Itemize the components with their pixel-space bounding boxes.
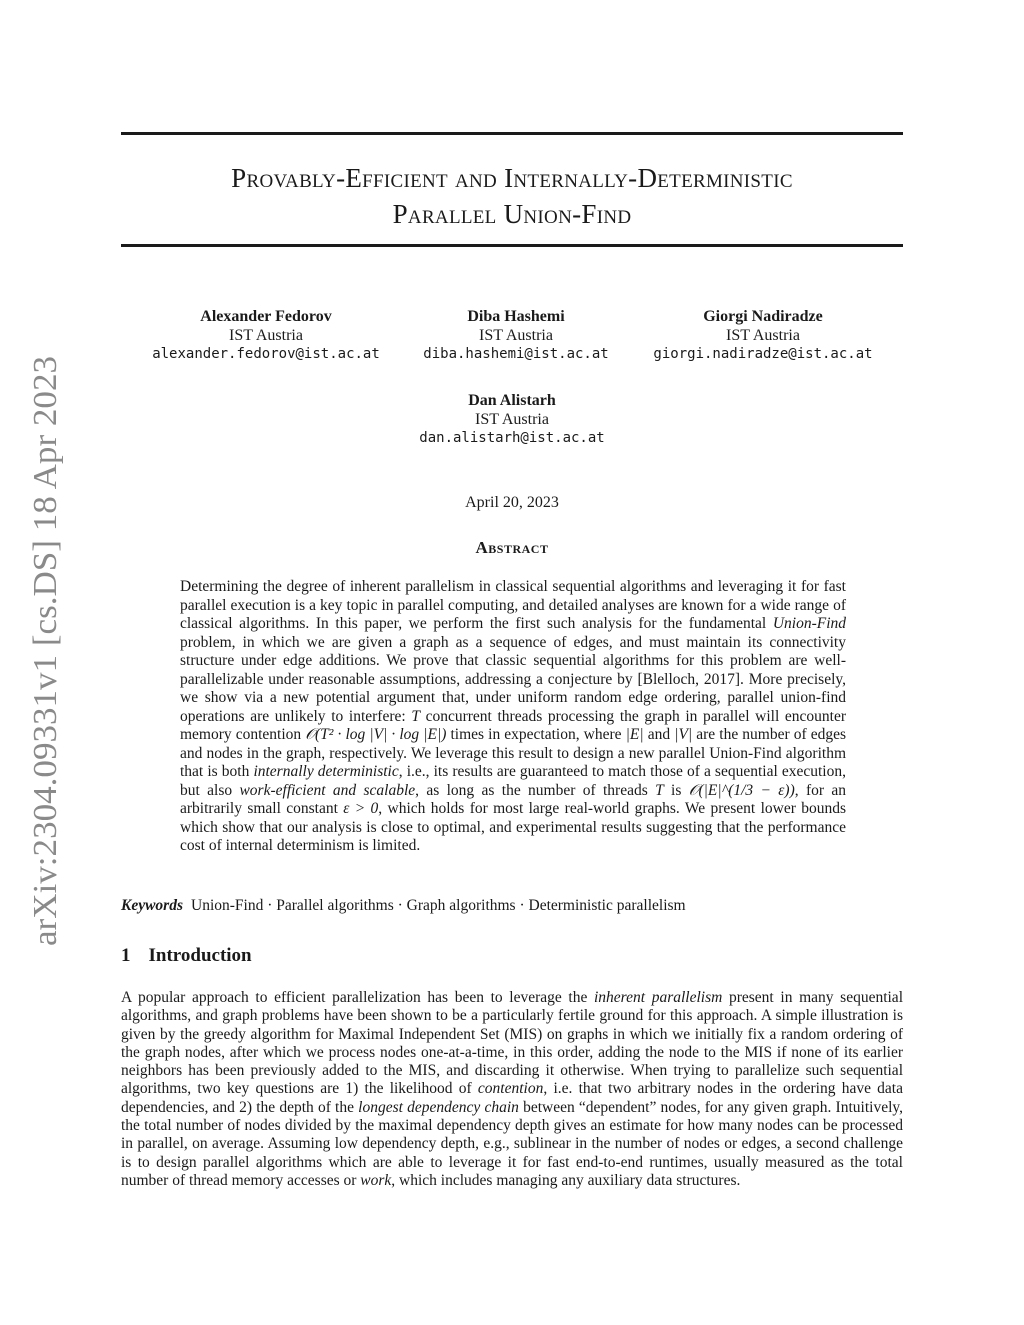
author-affiliation: IST Austria: [229, 327, 303, 344]
section-title: Introduction: [148, 945, 252, 966]
keywords-label: Keywords: [121, 897, 183, 914]
author-name: Diba Hashemi: [467, 308, 565, 325]
author-name: Dan Alistarh: [468, 392, 556, 409]
introduction-body: [121, 989, 903, 1190]
title-line-2: Parallel Union-Find: [392, 199, 632, 229]
paper-title: [121, 160, 903, 232]
title-line-1: Provably-Efficient and Internally-Deterministic: [231, 163, 793, 193]
title-rule-bottom: [121, 244, 903, 247]
author-email[interactable]: alexander.fedorov@ist.ac.at: [152, 346, 380, 362]
author-email[interactable]: diba.hashemi@ist.ac.at: [423, 346, 609, 362]
author-email[interactable]: dan.alistarh@ist.ac.at: [419, 430, 605, 446]
section-number: 1: [121, 945, 131, 966]
author-affiliation: IST Austria: [479, 327, 553, 344]
author-affiliation: IST Austria: [726, 327, 800, 344]
keywords-line: [121, 897, 903, 915]
abstract-body: [180, 578, 846, 856]
abstract-paragraph: Determining the degree of inherent parallelism in classical sequential algorithms and leveraging it for fast parallel execution is a key topic in parallel computing, and detailed analyses are known for a wide range of classical algorithms. In this paper, we perform the first such analysis for the fundamental Union-Find problem, in which we are given a graph as a sequence of edges, and must maintain its connectivity structure under edge additions. We prove that classic sequential algorithms for this problem are well-parallelizable under reasonable assumptions, addressing a conjecture by [Blelloch, 2017]. More precisely, we show via a new potential argument that, under uniform random edge ordering, parallel union-find operations are unlikely to interfere: T concurrent threads processing the graph in parallel will encounter memory contention 𝒪(T² · log |V| · log |E|) times in expectation, where |E| and |V| are the number of edges and nodes in the graph, respectively. We leverage this result to design a new parallel Union-Find algorithm that is both internally deterministic, i.e., its results are guaranteed to match those of a sequential execution, but also work-efficient and scalable, as long as the number of threads T is 𝒪(|E|^(1/3 − ε)), for an arbitrarily small constant ε > 0, which holds for most large real-world graphs. We present lower bounds which show that our analysis is close to optimal, and experimental results suggesting that the performance cost of internal determinism is limited.: [180, 578, 846, 854]
paper-date: April 20, 2023: [465, 494, 559, 511]
author-block: [613, 307, 913, 364]
author-affiliation: IST Austria: [475, 411, 549, 428]
author-name: Alexander Fedorov: [200, 308, 332, 325]
abstract-heading: Abstract: [475, 538, 549, 557]
author-name: Giorgi Nadiradze: [703, 308, 823, 325]
author-block: [362, 391, 662, 448]
author-email[interactable]: giorgi.nadiradze@ist.ac.at: [653, 346, 873, 362]
section-heading-introduction: [121, 945, 252, 967]
keywords-text: Union-Find · Parallel algorithms · Graph algorithms · Deterministic parallelism: [191, 897, 686, 914]
title-rule-top: [121, 132, 903, 135]
introduction-paragraph: A popular approach to efficient parallelization has been to leverage the inherent parallelism present in many sequential algorithms, and graph problems have been shown to be a particularly fertile ground for this approach. A simple illustration is given by the greedy algorithm for Maximal Independent Set (MIS) on graphs in which we initially fix a random ordering of the graph nodes, after which we process nodes one-at-a-time, in this order, adding the node to the MIS if none of its earlier neighbors has been previously added to the MIS, and discarding it otherwise. When trying to parallelize such sequential algorithms, two key questions are 1) the likelihood of contention, i.e. that two arbitrary nodes in the ordering have data dependencies, and 2) the depth of the longest dependency chain between “dependent” nodes, for any given graph. Intuitively, the total number of nodes divided by the maximal dependency depth gives an estimate for how many nodes can be processed in parallel, on average. Assuming low dependency depth, e.g., sublinear in the number of nodes or edges, a second challenge is to design parallel algorithms which are able to leverage it for fast end-to-end runtimes, usually measured as the total number of thread memory accesses or work, which includes managing any auxiliary data structures.: [121, 989, 904, 1189]
arxiv-identifier-text: arXiv:2304.09331v1 [cs.DS] 18 Apr 2023: [27, 382, 64, 946]
arxiv-identifier: [8, 350, 68, 950]
